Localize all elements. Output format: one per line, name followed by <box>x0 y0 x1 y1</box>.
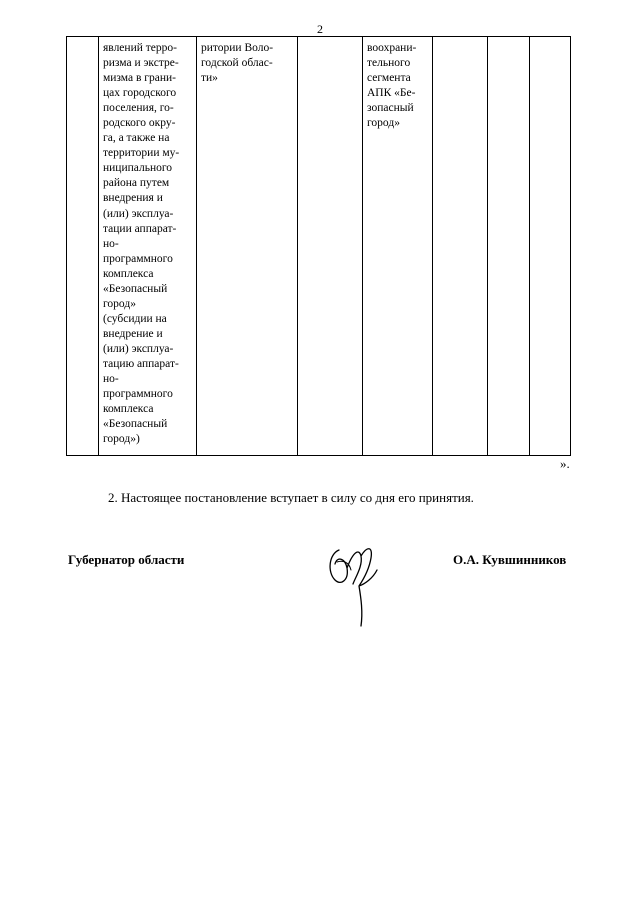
table-col-divider <box>196 36 197 456</box>
table-cell-territory: ритории Воло- годской облас- ти» <box>201 42 274 85</box>
table-cell-segment: воохрани- тельного сегмента АПК «Бе- зопасный город» <box>367 42 417 130</box>
governor-name: О.А. Кувшинников <box>453 552 567 567</box>
table-col-divider <box>432 36 433 456</box>
signature-image <box>325 540 385 630</box>
paragraph-2: 2. Настоящее постановление вступает в силу со дня его принятия. <box>108 490 474 505</box>
table-col-divider <box>362 36 363 456</box>
table-col-divider <box>529 36 530 456</box>
table-col-divider <box>66 36 67 456</box>
page-number: 2 <box>317 22 323 36</box>
table-col-divider <box>98 36 99 456</box>
governor-title: Губернатор области <box>68 552 185 567</box>
table-top-border <box>66 36 571 37</box>
table-bottom-border <box>66 455 571 456</box>
table-col-divider <box>297 36 298 456</box>
closing-quote: ». <box>560 456 570 471</box>
table-col-divider <box>570 36 571 456</box>
table-col-divider <box>487 36 488 456</box>
table-cell-municipality: явлений терро- ризма и экстре- мизма в грани- цах городского поселения, го- родского окру- га, а также на территории му- ниципального района путем внедрения и (или) эксплуа- тации аппарат- но- программного комплекса «Безопасный город» (субсидии на внедрение и (или) эксплуа- тацию аппарат- но- программного комплекса «Безопасный город») <box>103 42 180 446</box>
